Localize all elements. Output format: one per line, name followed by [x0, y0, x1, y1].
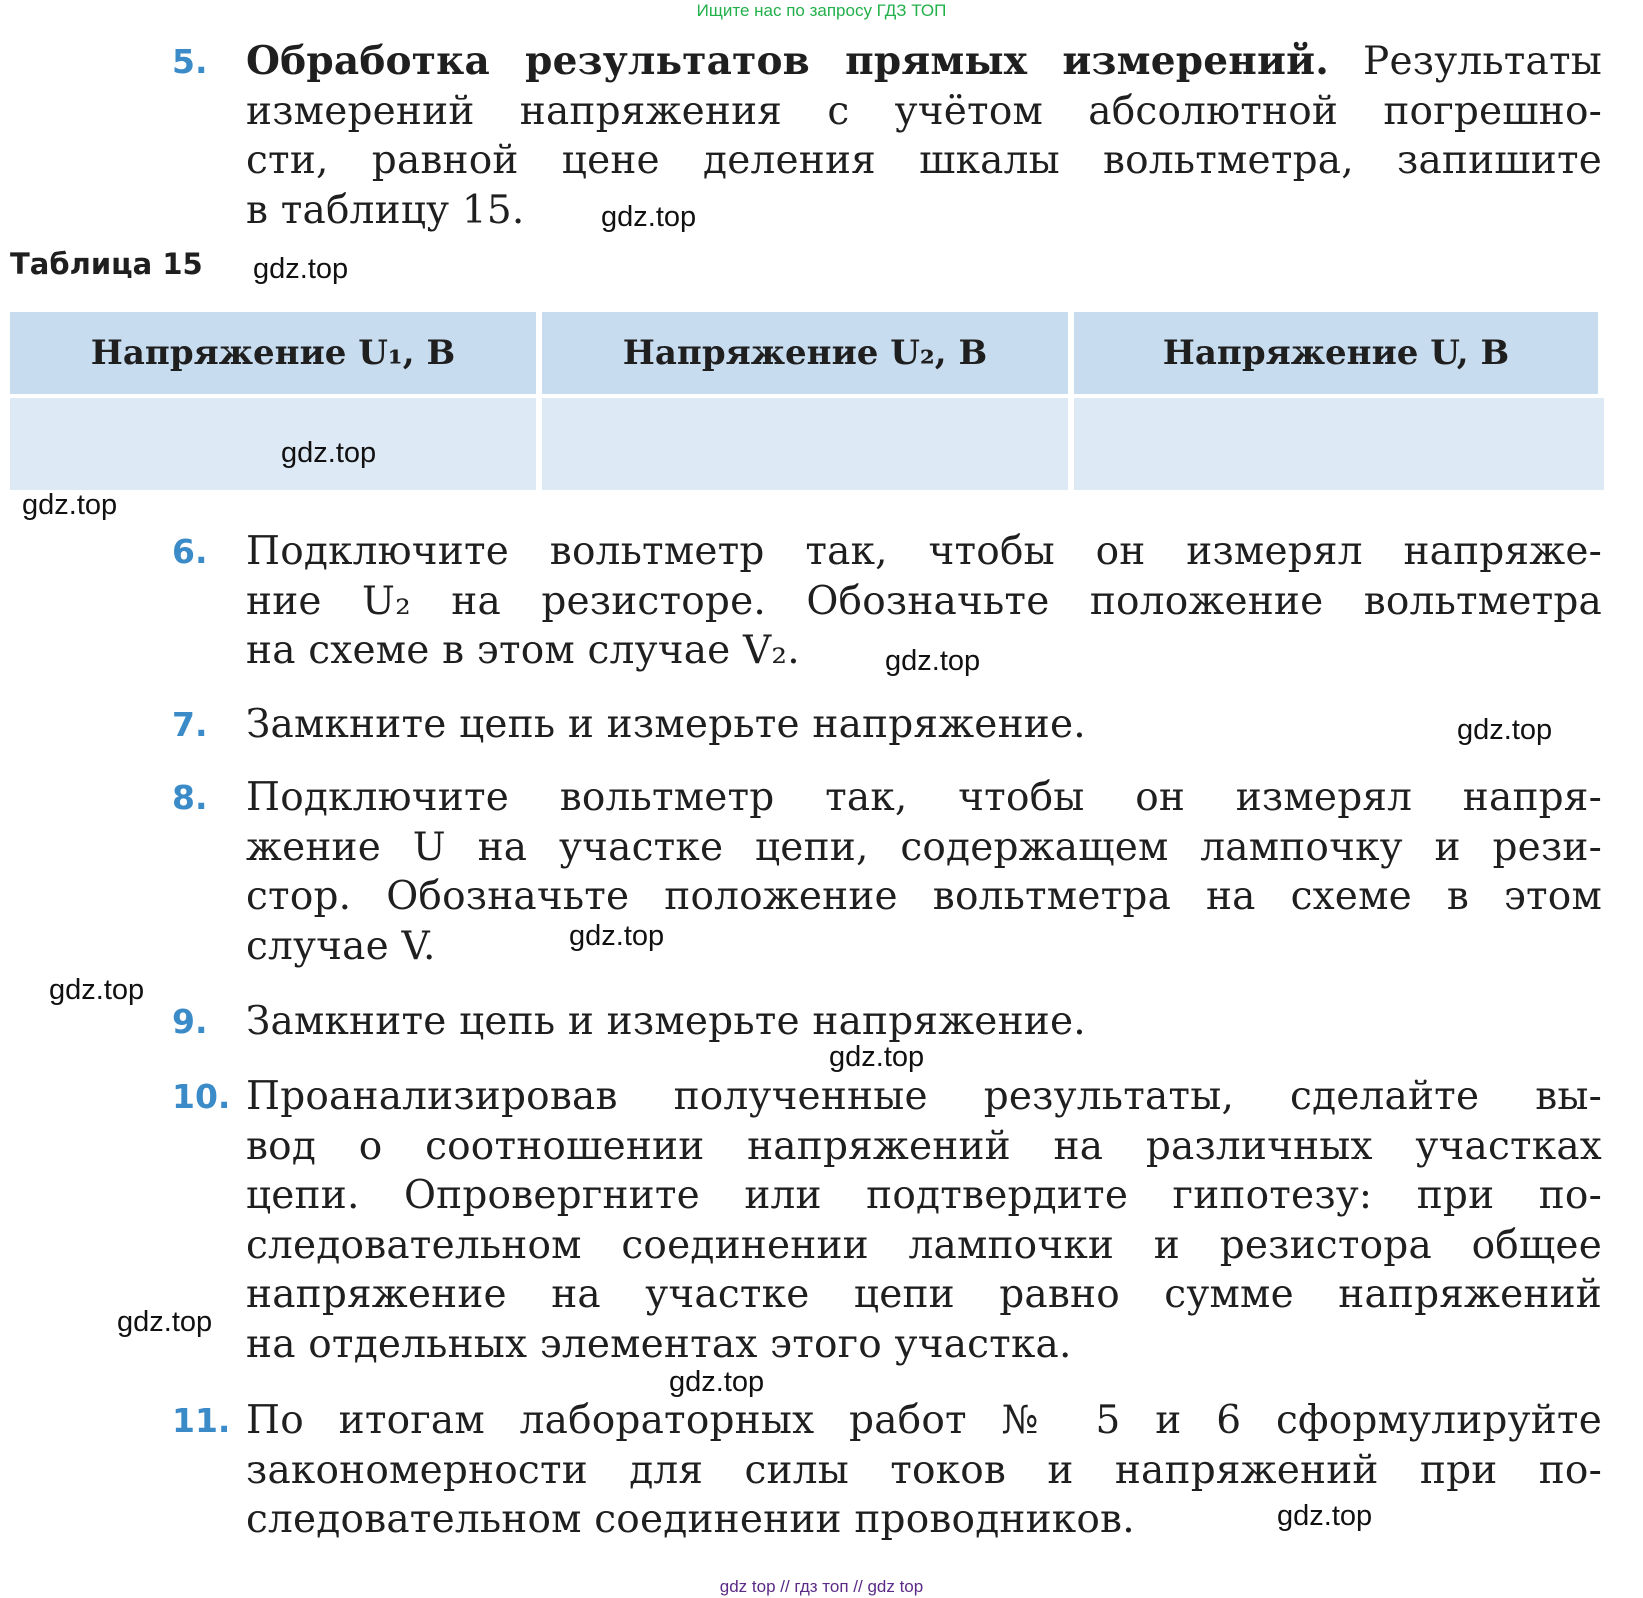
- watermark: gdz.top: [669, 1366, 765, 1398]
- watermark: gdz.top: [601, 201, 697, 233]
- item-line: ние U₂ на резисторе. Обозначьте положение вольтметра: [246, 578, 1602, 624]
- item-line: напряжение на участке цепи равно сумме напряжений: [246, 1272, 1602, 1317]
- item-line: измерений напряжения с учётом абсолютной погрешно-: [246, 88, 1602, 134]
- table-header-cell: Напряжение U₁, В: [10, 312, 542, 398]
- watermark: gdz.top: [117, 1306, 213, 1338]
- item-line: случае V.: [246, 923, 436, 969]
- watermark: gdz.top: [253, 253, 349, 285]
- item-line: Подключите вольтметр так, чтобы он измерял напря-: [246, 775, 1602, 820]
- item-line: в таблицу 15.: [246, 187, 525, 233]
- item-line: вод о соотношении напряжений на различных участках: [246, 1123, 1602, 1169]
- watermark: gdz.top: [1457, 714, 1553, 746]
- item-line: По итогам лабораторных работ № 5 и 6 сформулируйте: [246, 1398, 1602, 1443]
- item-line: сти, равной цене деления шкалы вольтметра, запишите: [246, 138, 1602, 183]
- item-line: Замкните цепь и измерьте напряжение.: [246, 702, 1086, 747]
- item-number: 6.: [172, 532, 208, 571]
- table-title: Таблица 15: [10, 247, 203, 281]
- item-line: на схеме в этом случае V₂.: [246, 628, 800, 673]
- footer-links: gdz top // гдз топ // gdz top: [719, 1577, 924, 1596]
- item-line: на отдельных элементах этого участка.: [246, 1321, 1072, 1367]
- watermark: gdz.top: [49, 974, 145, 1006]
- watermark: gdz.top: [885, 645, 981, 677]
- item-text: [246, 997, 1602, 1047]
- item-text: [246, 1072, 1602, 1369]
- item-line: закономерности для силы токов и напряжений при по-: [246, 1447, 1602, 1493]
- item-line: следовательном соединении проводников.: [246, 1497, 1135, 1542]
- table-cell: [1074, 398, 1604, 490]
- item-number: 7.: [172, 705, 208, 744]
- item-number: 8.: [172, 778, 208, 817]
- table-header-cell: Напряжение U₂, В: [542, 312, 1074, 398]
- table-cell: [10, 398, 542, 490]
- watermark: gdz.top: [1277, 1500, 1373, 1532]
- item-line: следовательном соединении лампочки и резистора общее: [246, 1222, 1602, 1268]
- item-line: Проанализировав полученные результаты, сделайте вы-: [246, 1074, 1602, 1119]
- watermark: gdz.top: [569, 920, 665, 952]
- table-header-cell: Напряжение U, В: [1074, 312, 1604, 398]
- top-banner: Ищите нас по запросу ГДЗ ТОП: [696, 1, 947, 20]
- watermark: gdz.top: [22, 489, 118, 521]
- item-number: 5.: [172, 42, 208, 81]
- item-text: [246, 37, 1602, 235]
- watermark: gdz.top: [281, 437, 377, 469]
- item-number: 9.: [172, 1002, 208, 1041]
- data-table: [10, 312, 1604, 490]
- item-line: Результаты: [1328, 39, 1602, 84]
- item-text: [246, 700, 1602, 750]
- item-line: жение U на участке цепи, содержащем лампочку и рези-: [246, 824, 1602, 870]
- item-heading: Обработка результатов прямых измерений.: [246, 38, 1329, 84]
- item-line: Подключите вольтметр так, чтобы он измерял напряже-: [246, 529, 1602, 574]
- item-text: [246, 773, 1602, 971]
- watermark: gdz.top: [829, 1041, 925, 1073]
- table-cell: [542, 398, 1074, 490]
- item-number: 11.: [172, 1401, 231, 1440]
- item-number: 10.: [172, 1077, 231, 1116]
- item-line: Замкните цепь и измерьте напряжение.: [246, 999, 1086, 1044]
- item-line: стор. Обозначьте положение вольтметра на схеме в этом: [246, 874, 1602, 919]
- item-line: цепи. Опровергните или подтвердите гипотезу: при по-: [246, 1173, 1602, 1218]
- item-text: [246, 1396, 1602, 1545]
